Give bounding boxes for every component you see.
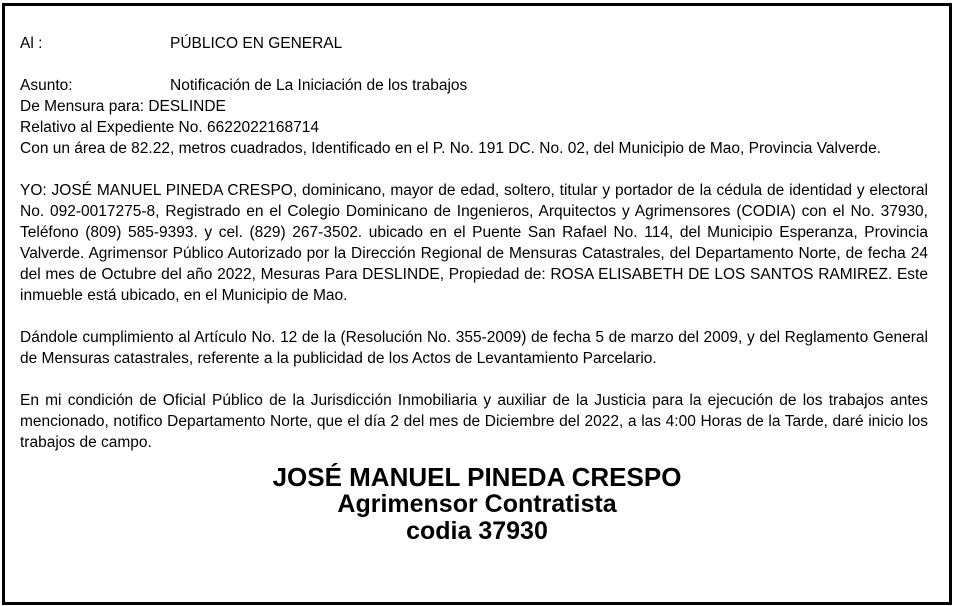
signature-block <box>0 464 954 545</box>
recipient-value: PÚBLICO EN GENERAL <box>170 35 343 52</box>
signature-title: Agrimensor Contratista <box>337 490 617 518</box>
subject-value: Notificación de La Iniciación de los trabajos <box>170 77 468 94</box>
expediente-line: Relativo al Expediente No. 6622022168714 <box>20 119 320 136</box>
recipient-label: Al : <box>20 35 43 52</box>
surveyor-paragraph: YO: JOSÉ MANUEL PINEDA CRESPO, dominicano, mayor de edad, soltero, titular y portador de la cédula de identidad y electoral No. 092-0017275-8, Registrado en el Colegio Dominicano de Ingenieros, Arquitectos y Agrimensores (CODIA) con el No. 37930, Teléfono (809) 585-9393. y cel. (829) 267-3502. ubicado en el Puente San Rafael No. 114, del Municipio Esperanza, Provincia Valverde. Agrimensor Público Autorizado por la Dirección Regional de Mensuras Catastrales, del Departamento Norte, de fecha 24 del mes de Octubre del año 2022, Mesuras Para DESLINDE, Propiedad de: ROSA ELISABETH DE LOS SANTOS RAMIREZ. Este inmueble está ubicado, en el Municipio de Mao. <box>20 182 928 304</box>
signature-name: JOSÉ MANUEL PINEDA CRESPO <box>272 462 682 492</box>
recipient-row <box>20 33 928 54</box>
subject-label: Asunto: <box>20 77 73 94</box>
subject-row <box>20 75 928 96</box>
area-line: Con un área de 82.22, metros cuadrados, Identificado en el P. No. 191 DC. No. 02, del Municipio de Mao, Provincia Valverde. <box>20 140 882 157</box>
compliance-paragraph: Dándole cumplimiento al Artículo No. 12 de la (Resolución No. 355-2009) de fecha 5 de marzo del 2009, y del Reglamento General de Mensuras catastrales, referente a la publicidad de los Actos de Levantamiento Parcelario. <box>20 329 928 367</box>
notification-paragraph: En mi condición de Oficial Público de la Jurisdicción Inmobiliaria y auxiliar de la Justicia para la ejecución de los trabajos antes mencionado, notifico Departamento Norte, que el día 2 del mes de Diciembre del 2022, a las 4:00 Horas de la Tarde, daré inicio los trabajos de campo. <box>20 392 928 451</box>
mensura-line: De Mensura para: DESLINDE <box>20 98 226 115</box>
notice-content <box>20 33 928 453</box>
signature-codia: codia 37930 <box>406 517 548 545</box>
